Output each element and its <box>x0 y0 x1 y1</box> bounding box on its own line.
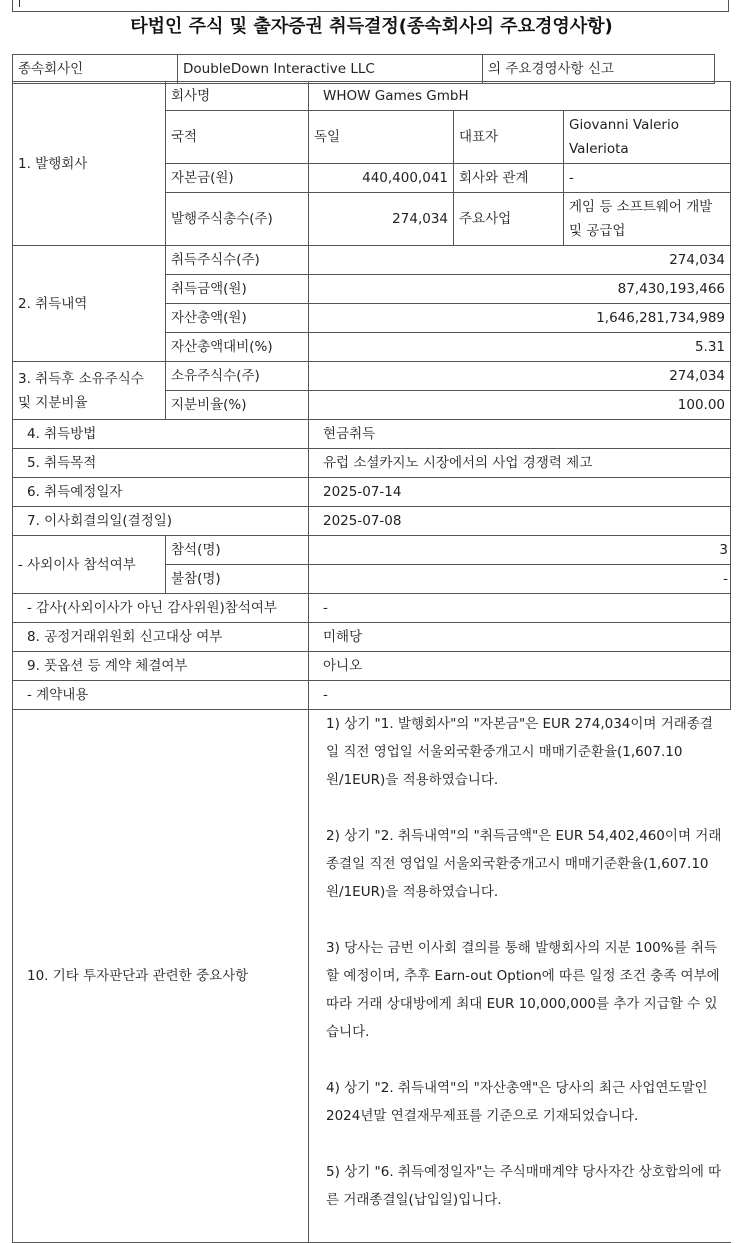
header-company: DoubleDown Interactive LLC <box>178 55 483 84</box>
owned-shares-value: 274,034 <box>309 362 731 391</box>
stake-label: 지분비율(%) <box>166 391 309 420</box>
previous-section-box <box>12 0 729 12</box>
business-label: 주요사업 <box>454 193 564 246</box>
absent-value: - <box>309 565 731 594</box>
relation-value: - <box>564 164 731 193</box>
relation-label: 회사와 관계 <box>454 164 564 193</box>
purpose-value: 유럽 소셜카지노 시장에서의 사업 경쟁력 제고 <box>309 449 731 478</box>
audit-value: - <box>309 594 731 623</box>
board-value: 2025-07-08 <box>309 507 731 536</box>
other-matters-label: 10. 기타 투자판단과 관련한 중요사항 <box>13 710 309 1243</box>
header-label: 종속회사인 <box>13 55 178 84</box>
total-assets-value: 1,646,281,734,989 <box>309 304 731 333</box>
ceo-label: 대표자 <box>454 111 564 164</box>
contract-label: - 계약내용 <box>13 681 309 710</box>
ftc-label: 8. 공정거래위원회 신고대상 여부 <box>13 623 309 652</box>
capital-value: 440,400,041 <box>309 164 454 193</box>
absent-label: 불참(명) <box>166 565 309 594</box>
stake-value: 100.00 <box>309 391 731 420</box>
issuer-section-label: 1. 발행회사 <box>13 82 166 246</box>
issuer-name-label: 회사명 <box>166 82 309 111</box>
issued-shares-value: 274,034 <box>309 193 454 246</box>
acq-amount-label: 취득금액(원) <box>166 275 309 304</box>
note-3: 3) 당사는 금번 이사회 결의를 통해 발행회사의 지분 100%를 취득할 예정이며, 추후 Earn-out Option에 따른 일정 조건 충족 여부에 따라 거래 상대방에게 최대 EUR 10,000,000를 추가 지급할 수 있습니다. <box>326 940 720 1040</box>
method-label: 4. 취득방법 <box>13 420 309 449</box>
attend-label: 참석(명) <box>166 536 309 565</box>
issued-shares-label: 발행주식총수(주) <box>166 193 309 246</box>
attend-value: 3 <box>309 536 731 565</box>
post-section-label: 3. 취득후 소유주식수 및 지분비율 <box>13 362 166 420</box>
acq-shares-value: 274,034 <box>309 246 731 275</box>
date-label: 6. 취득예정일자 <box>13 478 309 507</box>
contract-value: - <box>309 681 731 710</box>
asset-ratio-value: 5.31 <box>309 333 731 362</box>
capital-label: 자본금(원) <box>166 164 309 193</box>
business-value: 게임 등 소프트웨어 개발 및 공급업 <box>564 193 731 246</box>
owned-shares-label: 소유주식수(주) <box>166 362 309 391</box>
total-assets-label: 자산총액(원) <box>166 304 309 333</box>
method-value: 현금취득 <box>309 420 731 449</box>
audit-label: - 감사(사외이사가 아닌 감사위원)참석여부 <box>13 594 309 623</box>
acquisition-section-label: 2. 취득내역 <box>13 246 166 362</box>
option-value: 아니오 <box>309 652 731 681</box>
option-label: 9. 풋옵션 등 계약 체결여부 <box>13 652 309 681</box>
header-suffix: 의 주요경영사항 신고 <box>483 55 715 84</box>
nationality-value: 독일 <box>309 111 454 164</box>
issuer-name: WHOW Games GmbH <box>309 82 731 111</box>
purpose-label: 5. 취득목적 <box>13 449 309 478</box>
note-1: 1) 상기 "1. 발행회사"의 "자본금"은 EUR 274,034이며 거래종결일 직전 영업일 서울외국환중개고시 매매기준환율(1,607.10원/1EUR)을 적용하였습니다. <box>326 716 713 788</box>
document-title: 타법인 주식 및 출자증권 취득결정(종속회사의 주요경영사항) <box>130 16 613 37</box>
asset-ratio-label: 자산총액대비(%) <box>166 333 309 362</box>
header-table <box>12 54 715 84</box>
note-5: 5) 상기 "6. 취득예정일자"는 주식매매계약 당사자간 상호합의에 따른 거래종결일(납입일)입니다. <box>326 1164 722 1208</box>
acq-shares-label: 취득주식수(주) <box>166 246 309 275</box>
date-value: 2025-07-14 <box>309 478 731 507</box>
outside-director-label: - 사외이사 참석여부 <box>13 536 166 594</box>
board-label: 7. 이사회결의일(결정일) <box>13 507 309 536</box>
acq-amount-value: 87,430,193,466 <box>309 275 731 304</box>
note-2: 2) 상기 "2. 취득내역"의 "취득금액"은 EUR 54,402,460이며 거래종결일 직전 영업일 서울외국환중개고시 매매기준환율(1,607.10원/1EUR)을 적용하였습니다. <box>326 828 722 900</box>
disclosure-table <box>12 81 731 1243</box>
ceo-value: Giovanni Valerio Valeriota <box>564 111 731 164</box>
text-cursor-mark <box>19 0 20 7</box>
note-4: 4) 상기 "2. 취득내역"의 "자산총액"은 당사의 최근 사업연도말인 2024년말 연결재무제표를 기준으로 기재되었습니다. <box>326 1080 708 1124</box>
nationality-label: 국적 <box>166 111 309 164</box>
other-matters-notes <box>309 710 731 1243</box>
ftc-value: 미해당 <box>309 623 731 652</box>
